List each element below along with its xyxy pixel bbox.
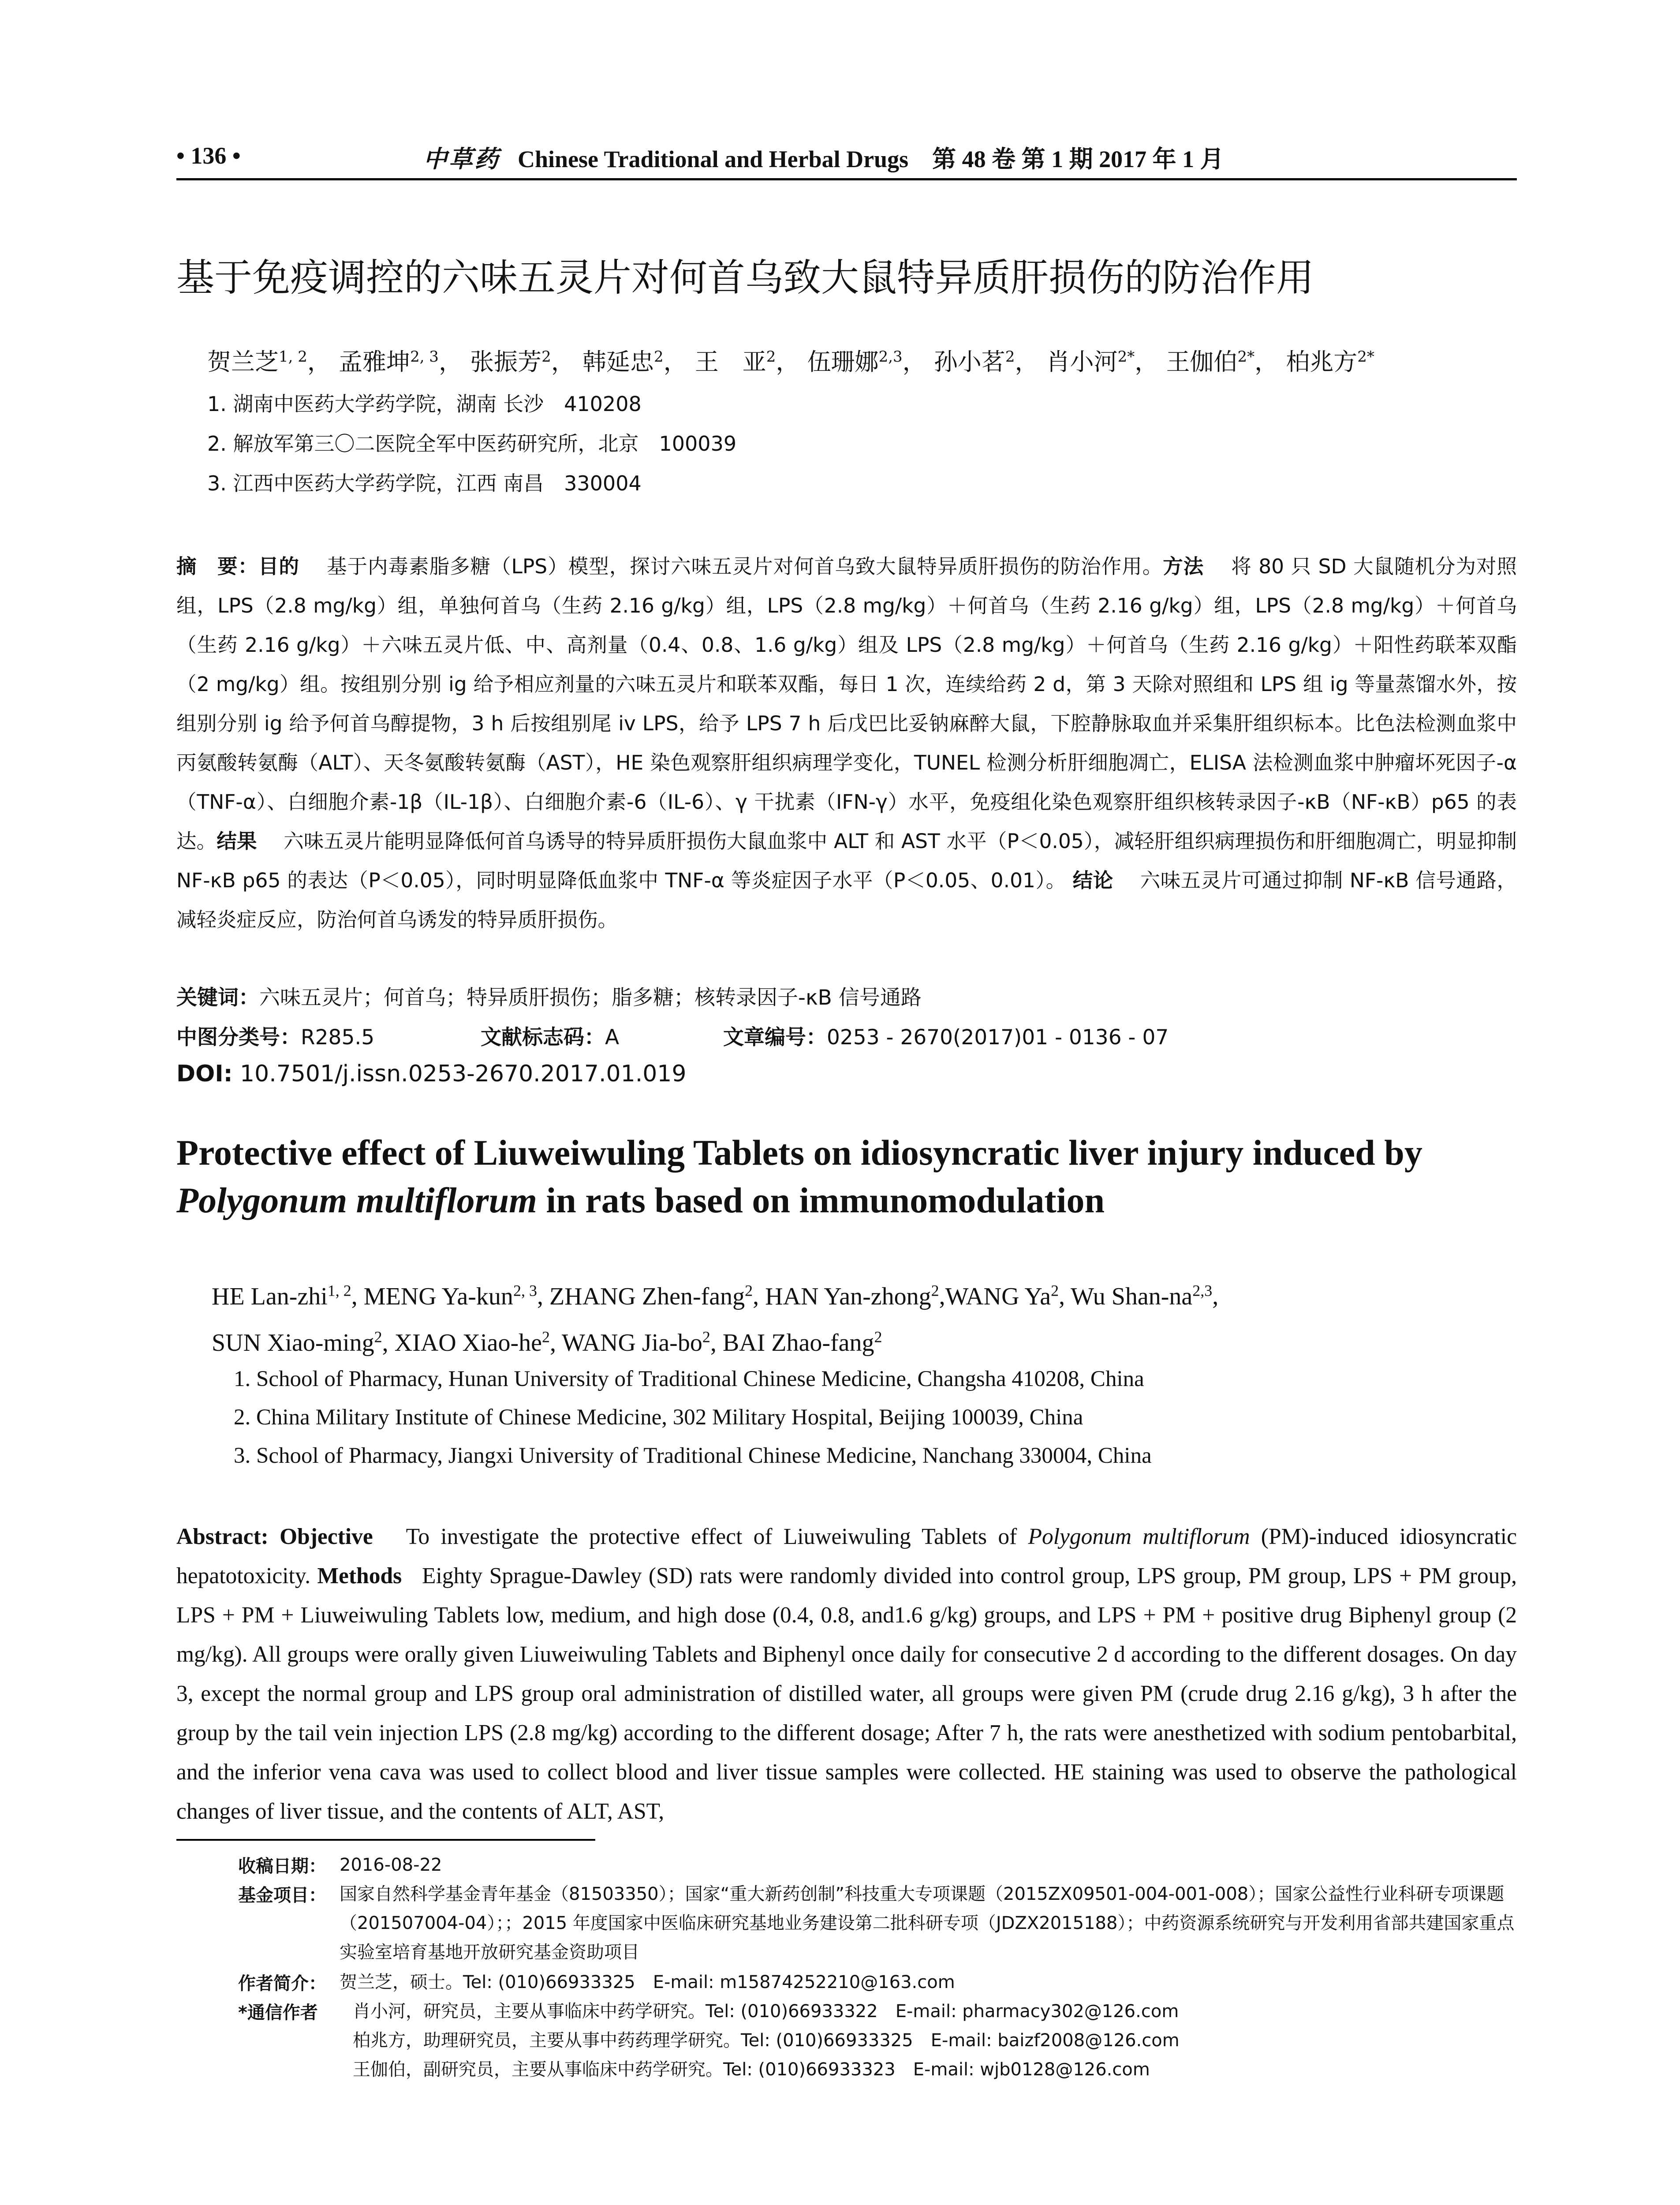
cn-doi [176, 1061, 686, 1087]
journal-logo: 中草药 [423, 145, 500, 173]
author: XIAO Xiao-$he^2$ [394, 1328, 550, 1357]
corresponding-author: 柏兆方，助理研究员，主要从事中药药理学研究。Tel: (010)66933325 E-mail: baizf2008@126.com [353, 2030, 1180, 2051]
author: SUN Xiao-ming$^2$ [212, 1328, 382, 1357]
cn-affiliation: 2. 解放军第三〇二医院全军中医药研究所，北京 100039 [207, 432, 737, 456]
doc-code-value: A [605, 1025, 620, 1050]
author: WANG Ya$^2$ [945, 1282, 1059, 1310]
cn-classification [176, 1021, 374, 1050]
author: 张振芳$^2$ [470, 348, 551, 376]
en-affiliation: 3. School of Pharmacy, Jiangxi University of Traditional Chinese Medicine, Nanchang 330004, China [234, 1443, 1152, 1468]
en-affiliation: 2. China Military Institute of Chinese Medicine, 302 Military Hospital, Beijing 100039, China [234, 1405, 1083, 1430]
author: BAI Zhao-fang$^2$ [722, 1328, 882, 1357]
author-info-label: 作者简介： [238, 1973, 326, 1994]
header-rule [176, 178, 1517, 180]
cn-title: 基于免疫调控的六味五灵片对何首乌致大鼠特异质肝损伤的防治作用 [176, 256, 1314, 300]
doc-code-label: 文献标志码： [481, 1025, 605, 1050]
received-date: 2016-08-22 [340, 1855, 442, 1875]
clc-value: R285.5 [301, 1025, 375, 1050]
abstract-label: 摘 要： [176, 555, 259, 578]
en-affiliation: 1. School of Pharmacy, Hunan University of Traditional Chinese Medicine, Changsha 410208, China [234, 1367, 1144, 1391]
author: 伍珊娜$^{2,3}$ [807, 348, 903, 376]
corresponding-label: *通信作者 [238, 2003, 318, 2023]
doi-value: 10.7501/j.issn.0253-2670.2017.01.019 [240, 1061, 687, 1087]
author: 贺兰芝$^{1, 2}$ [207, 348, 307, 376]
en-methods-text: Eighty Sprague-Dawley (SD) rats were randomly divided into control group, LPS group, PM group, LPS + PM group, LPS + PM + Liuweiwuling Tablets low, medium, and high dose (0.4, 0.8, and1.6 g/kg) groups, and LPS + PM + positive drug Biphenyl group (2 mg/kg). All groups were orally given Liuweiwuling Tablets and Biphenyl once daily for consecutive 2 d according to the different dosages. On day 3, except the normal group and LPS group oral administration of distilled water, all groups were given PM (crude drug 2.16 g/kg), 3 h after the group by the tail vein injection LPS (2.8 mg/kg) according to the different dosage; After 7 h, the rats were anesthetized with sodium pentobarbital, and the inferior vena cava was used to collect blood and liver tissue samples were collected. HE staining was used to observe the pathological changes of liver tissue, and the contents of ALT, AST, [176, 1563, 1517, 1824]
cn-affiliation: 1. 湖南中医药大学药学院，湖南 长沙 410208 [207, 392, 642, 416]
author: HAN Yan-zhong$^2$ [765, 1282, 939, 1310]
en-title: Protective effect of Liuweiwuling Tablets on idiosyncratic liver injury induced by Polygonum multiflorum in rats based on immunomodulation [176, 1132, 1422, 1220]
fund-text: 国家自然科学基金青年基金（81503350）；国家“重大新药创制”科技重大专项课题（2015ZX09501-004-001-008）；国家公益性行业科研专项课题（201507004-04）；；2015 年度国家中医临床研究基地业务建设第二批科研专项（JDZX2015188）；中药资源系统研究与开发利用省部共建国家重点实验室培育基地开放研究基金资助项目 [340, 1884, 1515, 1962]
page-number: • 136 • [176, 142, 241, 169]
cn-article-no [723, 1021, 1169, 1050]
clc-label: 中图分类号： [176, 1025, 301, 1050]
author: Wu Shan-na$^{2,3}$ [1071, 1282, 1213, 1310]
conclusion-label: 结论 [1072, 869, 1113, 892]
author: MENG Ya-kun$^{2, 3}$ [363, 1282, 537, 1310]
keywords-text: 六味五灵片；何首乌；特异质肝损伤；脂多糖；核转录因子-κB 信号通路 [259, 986, 922, 1010]
author: ZHANG Zhen-fang$^2$ [549, 1282, 753, 1310]
en-authors: HE Lan-zhi$^{1, 2}$, MENG Ya-kun$^{2, 3}$, ZHANG Zhen-fang$^2$, HAN Yan-zhong$^2$,WANG Ya$^2$, Wu Shan-na$^{2,3}$, SUN Xiao-ming$^2$, XIAO Xiao-$he^2$, WANG Jia-$bo^2$, BAI Zhao-fang$^2$ [212, 1282, 1219, 1357]
results-text: 六味五灵片能明显降低何首乌诱导的特异质肝损伤大鼠血浆中 ALT 和 AST 水平（P＜0.05），减轻肝组织病理损伤和肝细胞凋亡，明显抑制 NF-κB p65 的表达（P＜0.05），同时明显降低血浆中 TNF-α 等炎症因子水平（P＜0.05、0.01）。 [176, 830, 1517, 892]
en-abstract-label: Abstract: [176, 1524, 269, 1549]
cn-keywords [176, 981, 922, 1011]
cn-doc-code [481, 1021, 619, 1050]
corresponding-author: 王伽伯，副研究员，主要从事临床中药学研究。Tel: (010)66933323 E-mail: wjb0128@126.com [353, 2059, 1150, 2080]
author: 王 亚$^2$ [694, 348, 776, 376]
author: 肖小河$^{2*}$ [1046, 348, 1135, 376]
journal-header [423, 140, 1224, 174]
author: 韩延忠$^2$ [582, 348, 664, 376]
keywords-label: 关键词： [176, 986, 259, 1010]
en-objective-label: Objective [280, 1524, 373, 1549]
doi-label: DOI: [176, 1061, 233, 1087]
author: 王伽伯$^{2*}$ [1166, 348, 1255, 376]
fund-label: 基金项目： [238, 1885, 326, 1906]
article-no-value: 0253 - 2670(2017)01 - 0136 - 07 [827, 1025, 1169, 1050]
corresponding-author: 肖小河，研究员，主要从事临床中药学研究。Tel: (010)66933322 E-mail: pharmacy302@126.com [353, 2001, 1179, 2022]
en-methods-label: Methods [317, 1563, 402, 1588]
received-label: 收稿日期： [238, 1856, 326, 1876]
conclusion-text: 六味五灵片可通过抑制 NF-κB 信号通路，减轻炎症反应，防治何首乌诱发的特异质肝损伤。 [176, 869, 1517, 931]
objective-text: 基于内毒素脂多糖（LPS）模型，探讨六味五灵片对何首乌致大鼠特异质肝损伤的防治作用。 [327, 555, 1163, 578]
author: 柏兆方$^{2*}$ [1286, 348, 1374, 376]
article-no-label: 文章编号： [723, 1025, 827, 1050]
author-info-text: 贺兰芝，硕士。Tel: (010)66933325 E-mail: m15874252210@163.com [340, 1972, 955, 1992]
objective-label: 目的 [258, 555, 300, 578]
author: WANG Jia-$bo^2$ [562, 1328, 710, 1357]
cn-abstract [176, 547, 1517, 939]
methods-label: 方法 [1163, 555, 1204, 578]
journal-info: Chinese Traditional and Herbal Drugs 第 48 卷 第 1 期 2017 年 1 月 [518, 146, 1224, 172]
author: 孙小茗$^2$ [933, 348, 1015, 376]
methods-text: 将 80 只 SD 大鼠随机分为对照组，LPS（2.8 mg/kg）组，单独何首乌（生药 2.16 g/kg）组，LPS（2.8 mg/kg）＋何首乌（生药 2.16 g/kg）组，LPS（2.8 mg/kg）＋何首乌（生药 2.16 g/kg）＋六味五灵片低、中、高剂量（0.4、0.8、1.6 g/kg）组及 LPS（2.8 mg/kg）＋何首乌（生药 2.16 g/kg）＋阳性药联苯双酯（2 mg/kg）组。按组别分别 ig 给予相应剂量的六味五灵片和联苯双酯，每日 1 次，连续给药 2 d，第 3 天除对照组和 LPS 组 ig 等量蒸馏水外，按组别分别 ig 给予何首乌醇提物，3 h 后按组别尾 iv LPS，给予 LPS 7 h 后戊巴比妥钠麻醉大鼠，下腔静脉取血并采集肝组织标本。比色法检测血浆中丙氨酸转氨酶（ALT）、天冬氨酸转氨酶（AST），HE 染色观察肝组织病理学变化，TUNEL 检测分析肝细胞凋亡，ELISA 法检测血浆中肿瘤坏死因子-α（TNF-α）、白细胞介素-1β（IL-1β）、白细胞介素-6（IL-6）、γ 干扰素（IFN-γ）水平，免疫组化染色观察肝组织核转录因子-κB（NF-κB）p65 的表达。 [176, 555, 1517, 853]
results-label: 结果 [217, 830, 257, 853]
author: HE Lan-zhi$^{1, 2}$ [212, 1282, 351, 1310]
author: 孟雅坤$^{2, 3}$ [339, 348, 439, 376]
en-title-italic: Polygonum multiflorum [176, 1180, 537, 1220]
footnote-rule [176, 1839, 595, 1841]
cn-authors: 贺兰芝$^{1, 2}$， 孟雅坤$^{2, 3}$， 张振芳$^2$， 韩延忠$^2$， 王 亚$^2$， 伍珊娜$^{2,3}$， 孙小茗$^2$， 肖小河$^{2*}$， 王伽伯$^{2*}$， 柏兆方$^{2*}$ [207, 348, 1374, 376]
en-abstract: Abstract: Objective To investigate the protective effect of Liuweiwuling Tablets of Polygonum multiflorum (PM)-induced idiosyncratic hepatotoxicity. Methods Eighty Sprague-Dawley (SD) rats were randomly divided into control group, LPS group, PM group, LPS + PM group, LPS + PM + Liuweiwuling Tablets low, medium, and high dose (0.4, 0.8, and1.6 g/kg) groups, and LPS + PM + positive drug Biphenyl group (2 mg/kg). All groups were orally given Liuweiwuling Tablets and Biphenyl once daily for consecutive 2 d according to the different dosages. On day 3, except the normal group and LPS group oral administration of distilled water, all groups were given PM (crude drug 2.16 g/kg), 3 h after the group by the tail vein injection LPS (2.8 mg/kg) according to the different dosage; After 7 h, the rats were anesthetized with sodium pentobarbital, and the inferior vena cava was used to collect blood and liver tissue samples were collected. HE staining was used to observe the pathological changes of liver tissue, and the contents of ALT, AST, [176, 1524, 1517, 1824]
cn-affiliation: 3. 江西中医药大学药学院，江西 南昌 330004 [207, 471, 642, 495]
